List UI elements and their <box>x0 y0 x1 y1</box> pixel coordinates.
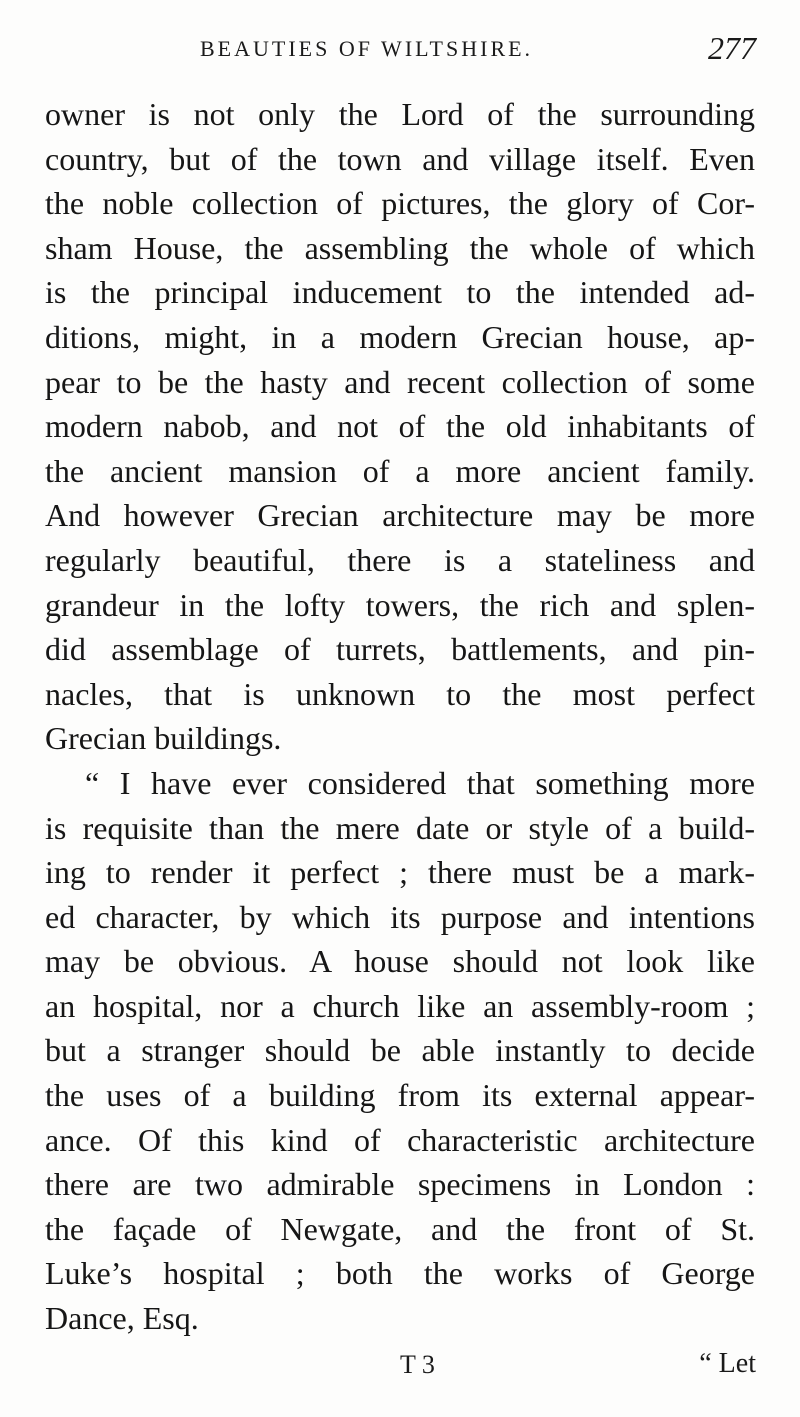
signature-mark: T 3 <box>400 1350 435 1379</box>
text-line: the noble collection of pictures, the glory of Cor- <box>45 185 755 222</box>
text-line: may be obvious. A house should not look like <box>45 943 755 980</box>
text-line: an hospital, nor a church like an assembly-room ; <box>45 987 755 1024</box>
page-number: 277 <box>708 30 756 66</box>
text-line: ditions, might, in a modern Grecian house, ap- <box>45 318 755 355</box>
text-line: nacles, that is unknown to the most perfect <box>45 675 755 712</box>
text-line: ed character, by which its purpose and intentions <box>45 898 755 935</box>
text-line: regularly beautiful, there is a stateliness and <box>45 541 755 578</box>
text-line: ing to render it perfect ; there must be a mark- <box>45 854 755 891</box>
text-line: country, but of the town and village itself. Even <box>45 140 755 177</box>
text-line: “ I have ever considered that something more <box>85 764 755 801</box>
text-line: ance. Of this kind of characteristic architecture <box>45 1121 755 1158</box>
text-line: Luke’s hospital ; both the works of George <box>45 1255 755 1292</box>
text-line: did assemblage of turrets, battlements, and pin- <box>45 631 755 668</box>
text-line: the ancient mansion of a more ancient family. <box>45 452 755 489</box>
running-head: BEAUTIES OF WILTSHIRE. <box>200 36 534 61</box>
text-line: the façade of Newgate, and the front of St. <box>45 1210 755 1247</box>
catchword: “ Let <box>699 1348 756 1379</box>
text-line: is the principal inducement to the intended ad- <box>45 274 755 311</box>
text-line: owner is not only the Lord of the surrounding <box>45 96 755 132</box>
body-text <box>45 92 755 1341</box>
text-line: but a stranger should be able instantly to decide <box>45 1032 755 1069</box>
text-line: grandeur in the lofty towers, the rich and splen- <box>45 586 755 623</box>
text-line: Dance, Esq. <box>45 1300 199 1337</box>
text-line: Grecian buildings. <box>45 720 282 757</box>
text-line: there are two admirable specimens in London : <box>45 1166 755 1203</box>
text-line: the uses of a building from its external appear- <box>45 1077 755 1114</box>
text-line: sham House, the assembling the whole of which <box>45 229 755 266</box>
text-line: modern nabob, and not of the old inhabitants of <box>45 408 755 445</box>
text-line: And however Grecian architecture may be more <box>45 497 755 534</box>
text-line: pear to be the hasty and recent collection of some <box>45 363 755 400</box>
text-line: is requisite than the mere date or style of a build- <box>45 809 755 846</box>
